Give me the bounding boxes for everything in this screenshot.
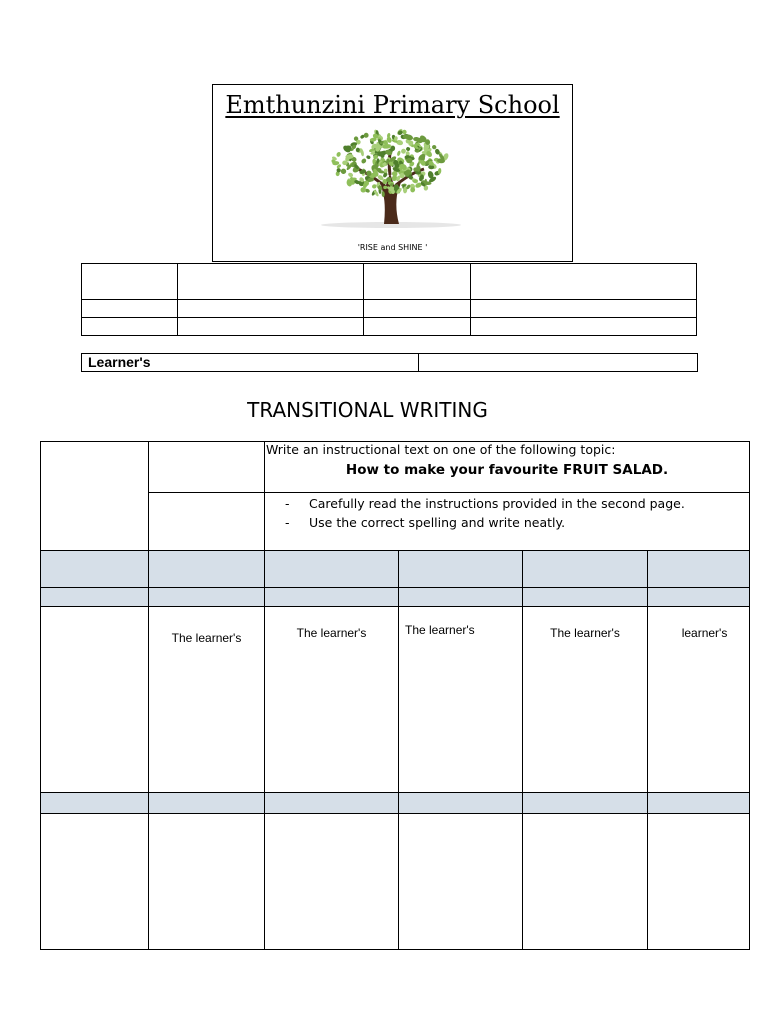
info-cell[interactable] (471, 318, 697, 336)
leaf-mark (347, 172, 354, 178)
leaf-mark (340, 168, 348, 176)
leaf-mark (360, 158, 367, 165)
rubric-cell (523, 814, 648, 950)
leaf-mark (361, 187, 367, 192)
rubric-table (40, 441, 750, 950)
tree-logo-icon (296, 125, 486, 237)
leaf-mark (377, 151, 385, 156)
info-cell[interactable] (178, 264, 364, 300)
rubric-header-cell (41, 793, 149, 814)
info-cell[interactable] (178, 300, 364, 318)
rubric-header-cell (149, 588, 265, 607)
school-header (212, 84, 573, 262)
rubric-cell (41, 607, 149, 793)
rubric-header-cell (149, 551, 265, 588)
rubric-cell (399, 814, 523, 950)
info-cell[interactable] (471, 264, 697, 300)
school-name: Emthunzini Primary School (225, 91, 560, 119)
info-cell[interactable] (364, 264, 471, 300)
info-cell[interactable] (82, 264, 178, 300)
rubric-criterion-cell (399, 607, 523, 793)
rubric-cell (149, 493, 265, 551)
criterion-text: The learner's (550, 626, 620, 640)
school-motto: 'RISE and SHINE ' (357, 243, 428, 252)
bullet-text: Carefully read the instructions provided in the second page. (309, 496, 685, 511)
leaf-mark (371, 184, 377, 190)
info-cell[interactable] (82, 318, 178, 336)
rubric-header-cell (399, 793, 523, 814)
rubric-cell (149, 442, 265, 493)
learner-name-table (81, 353, 698, 372)
learner-name-field[interactable] (419, 354, 698, 372)
info-cell[interactable] (364, 318, 471, 336)
info-cell[interactable] (364, 300, 471, 318)
rubric-header-cell (265, 793, 399, 814)
criterion-text: The learner's (405, 623, 475, 637)
leaf-mark (401, 148, 407, 154)
rubric-header-cell (648, 793, 750, 814)
rubric-cell (648, 814, 750, 950)
rubric-criterion-cell (648, 607, 750, 793)
rubric-header-cell (648, 551, 750, 588)
criterion-text: learner's (681, 626, 728, 640)
bullet-marker: - (285, 496, 290, 511)
learner-info-table (81, 263, 697, 336)
instruction-bullets (265, 493, 750, 551)
leaf-mark (397, 150, 402, 156)
rubric-header-cell (648, 588, 750, 607)
info-cell[interactable] (178, 318, 364, 336)
rubric-header-cell (523, 551, 648, 588)
rubric-criterion-cell (523, 607, 648, 793)
bullet-marker: - (285, 515, 290, 530)
info-cell[interactable] (471, 300, 697, 318)
instruction-bullet (265, 513, 749, 532)
rubric-header-cell (41, 588, 149, 607)
rubric-cell (149, 814, 265, 950)
rubric-header-cell (523, 793, 648, 814)
criterion-text: The learner's (171, 631, 242, 645)
rubric-header-cell (523, 588, 648, 607)
criterion-text: The learner's (296, 626, 367, 640)
rubric-header-cell (265, 588, 399, 607)
bullet-text: Use the correct spelling and write neatly. (309, 515, 566, 530)
rubric-criterion-cell (265, 607, 399, 793)
rubric-header-cell (149, 793, 265, 814)
rubric-cell (41, 442, 149, 551)
info-cell[interactable] (82, 300, 178, 318)
instruction-bullet (265, 494, 749, 513)
page-title: TRANSITIONAL WRITING (247, 398, 488, 422)
rubric-cell (41, 814, 149, 950)
leaf-mark (364, 133, 369, 138)
instructions-cell (265, 442, 750, 493)
learner-label: Learner's (82, 354, 419, 372)
rubric-header-cell (399, 551, 523, 588)
rubric-cell (265, 814, 399, 950)
leaf-mark (405, 146, 410, 151)
rubric-header-cell (265, 551, 399, 588)
leaf-mark (336, 151, 342, 157)
rubric-header-cell (399, 588, 523, 607)
rubric-criterion-cell (149, 607, 265, 793)
writing-topic: How to make your favourite FRUIT SALAD. (345, 462, 669, 478)
rubric-header-cell (41, 551, 149, 588)
instruction-intro: Write an instructional text on one of the following topic: (266, 442, 616, 457)
leaf-mark (402, 129, 407, 134)
leaf-mark (366, 155, 371, 160)
